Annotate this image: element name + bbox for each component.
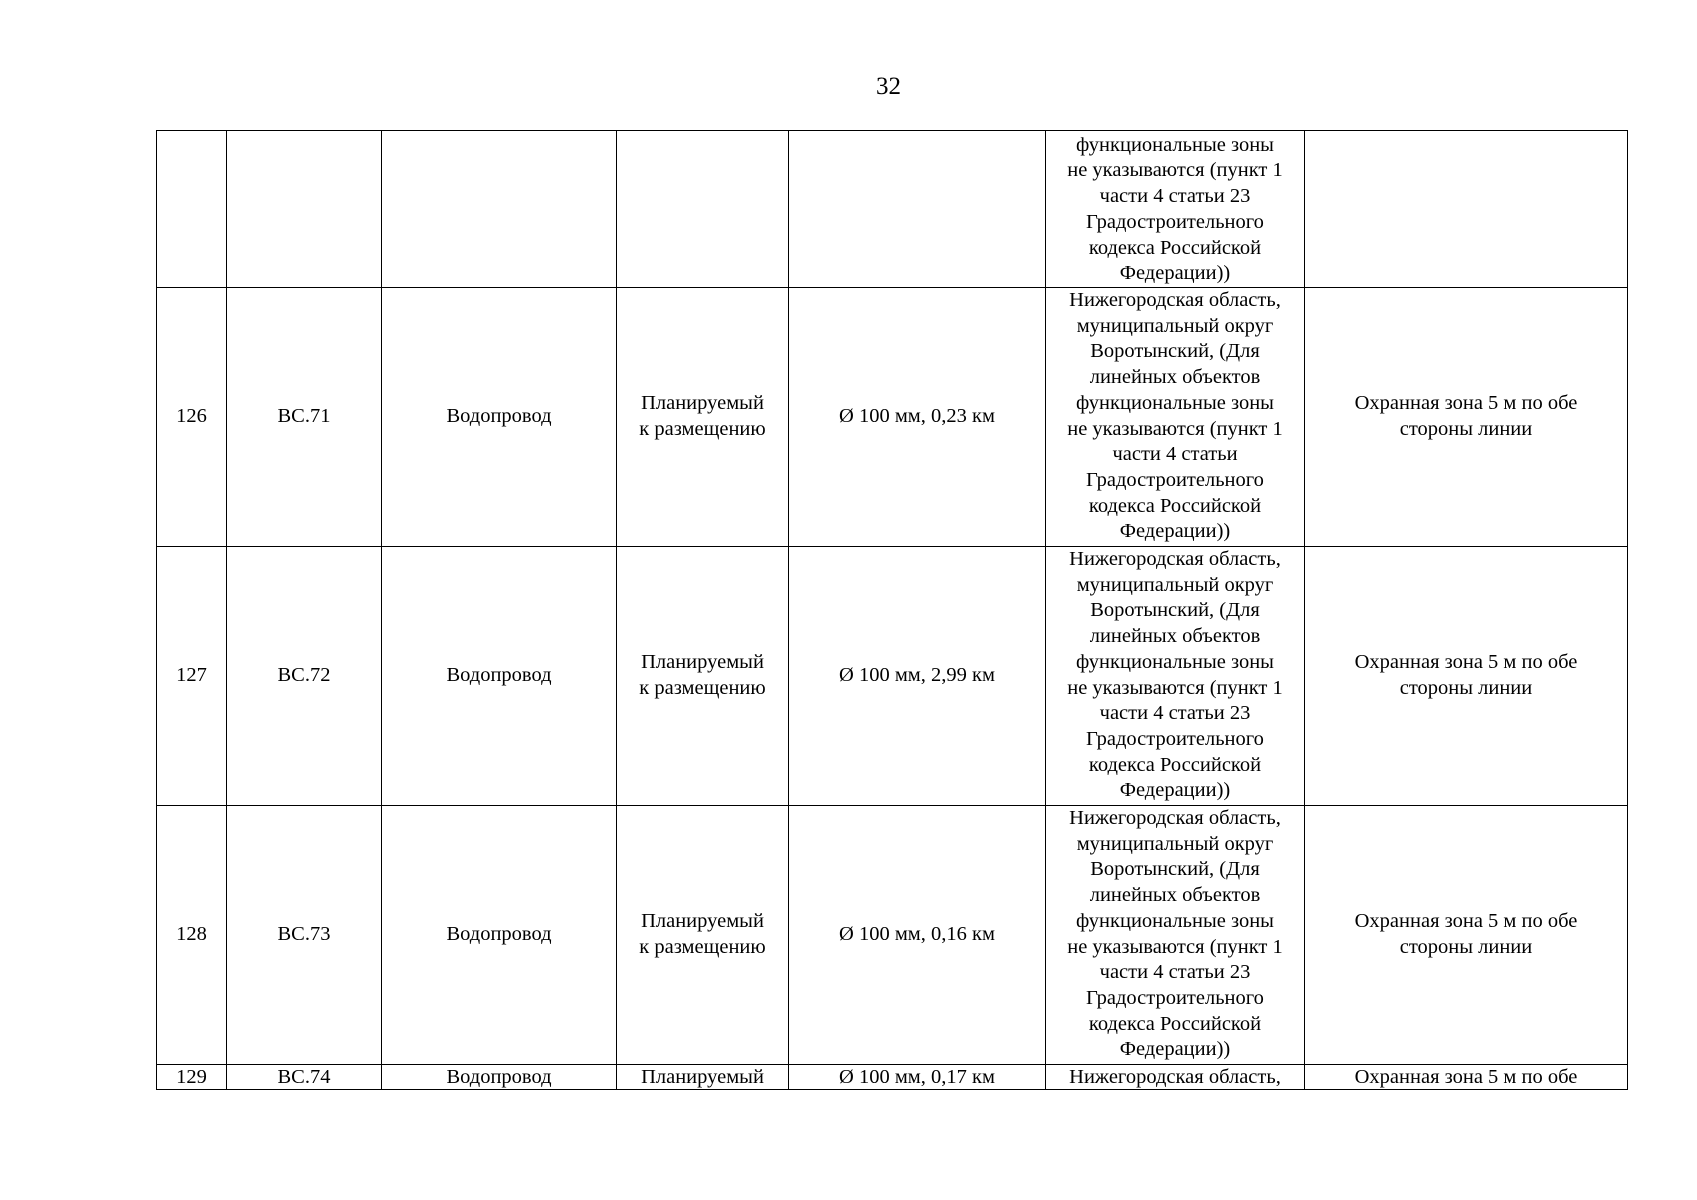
cell-zone xyxy=(1305,547,1628,806)
location-line: Воротынский, (Для xyxy=(1090,340,1260,363)
status-line: к размещению xyxy=(639,677,766,699)
cell-name: Водопровод xyxy=(382,1065,617,1090)
location-line: муниципальный округ xyxy=(1076,573,1274,596)
status-line: Планируемый xyxy=(641,651,764,674)
cell-num: 127 xyxy=(157,547,227,806)
cell-status: Планируемый xyxy=(617,1065,789,1090)
table-row-continued xyxy=(157,131,1628,288)
cell-params: Ø 100 мм, 0,17 км xyxy=(789,1065,1046,1090)
status-line: к размещению xyxy=(639,418,766,440)
location-line: Градостроительного xyxy=(1086,468,1264,491)
cell-location xyxy=(1046,131,1305,288)
location-line: кодекса Российской xyxy=(1088,494,1262,517)
location-line: не указываются (пункт 1 xyxy=(1067,417,1283,440)
cell-zone xyxy=(1305,288,1628,547)
cell-num: 126 xyxy=(157,288,227,547)
cell-params: Ø 100 мм, 0,16 км xyxy=(789,806,1046,1065)
location-line: кодекса Российской xyxy=(1088,753,1262,776)
cell-code: ВС.74 xyxy=(227,1065,382,1090)
objects-table xyxy=(156,130,1628,1090)
location-line: Градостроительного xyxy=(1086,210,1264,233)
location-line: Воротынский, (Для xyxy=(1090,858,1260,881)
status-line: Планируемый xyxy=(641,392,764,415)
location-line: кодекса Российской xyxy=(1088,236,1262,259)
cell-location xyxy=(1046,288,1305,547)
location-line: Градостроительного xyxy=(1086,727,1264,750)
cell-code: ВС.72 xyxy=(227,547,382,806)
location-line: части 4 статьи 23 xyxy=(1099,185,1251,208)
cell-name xyxy=(382,131,617,288)
zone-line: Охранная зона 5 м по обе xyxy=(1354,651,1578,674)
zone-line: стороны линии xyxy=(1399,418,1533,440)
location-line: Федерации)) xyxy=(1119,1038,1231,1061)
cell-name: Водопровод xyxy=(382,288,617,547)
location-line: Федерации)) xyxy=(1119,262,1231,285)
cell-code: ВС.73 xyxy=(227,806,382,1065)
location-line: Федерации)) xyxy=(1119,779,1231,802)
location-line: части 4 статьи 23 xyxy=(1099,961,1251,984)
location-line: Нижегородская область, xyxy=(1069,289,1281,311)
cell-code xyxy=(227,131,382,288)
cell-params xyxy=(789,131,1046,288)
status-line: Планируемый xyxy=(641,910,764,933)
cell-location xyxy=(1046,547,1305,806)
location-line: функциональные зоны xyxy=(1076,391,1274,414)
table-row-cut xyxy=(157,1065,1628,1090)
cell-num xyxy=(157,131,227,288)
zone-line: Охранная зона 5 м по обе xyxy=(1354,392,1578,415)
location-line: Воротынский, (Для xyxy=(1090,599,1260,622)
table-row xyxy=(157,806,1628,1065)
location-line: не указываются (пункт 1 xyxy=(1067,676,1283,699)
zone-line: стороны линии xyxy=(1399,936,1533,958)
zone-line: Охранная зона 5 м по обе xyxy=(1354,910,1578,933)
cell-num: 129 xyxy=(157,1065,227,1090)
location-line: не указываются (пункт 1 xyxy=(1067,159,1283,182)
location-line: части 4 статьи xyxy=(1112,443,1238,466)
table-row xyxy=(157,547,1628,806)
cell-location xyxy=(1046,806,1305,1065)
cell-params: Ø 100 мм, 2,99 км xyxy=(789,547,1046,806)
cell-status xyxy=(617,806,789,1065)
cell-name: Водопровод xyxy=(382,547,617,806)
cell-location: Нижегородская область, xyxy=(1046,1065,1305,1090)
cell-params: Ø 100 мм, 0,23 км xyxy=(789,288,1046,547)
location-line: муниципальный округ xyxy=(1076,832,1274,855)
location-line: части 4 статьи 23 xyxy=(1099,702,1251,725)
location-line: линейных объектов xyxy=(1089,884,1261,907)
location-line: Нижегородская область, xyxy=(1069,807,1281,829)
table-row xyxy=(157,288,1628,547)
location-line: функциональные зоны xyxy=(1076,909,1274,932)
cell-zone xyxy=(1305,131,1628,288)
page-number: 32 xyxy=(876,73,901,100)
location-line: линейных объектов xyxy=(1089,625,1261,648)
location-line: функциональные зоны xyxy=(1076,650,1274,673)
location-line: линейных объектов xyxy=(1089,366,1261,389)
cell-status xyxy=(617,131,789,288)
location-line: Нижегородская область, xyxy=(1069,548,1281,570)
cell-zone: Охранная зона 5 м по обе xyxy=(1305,1065,1628,1090)
cell-code: ВС.71 xyxy=(227,288,382,547)
location-line: Федерации)) xyxy=(1119,520,1231,543)
location-line: муниципальный округ xyxy=(1076,314,1274,337)
location-line: функциональные зоны xyxy=(1076,133,1274,156)
cell-status xyxy=(617,547,789,806)
cell-status xyxy=(617,288,789,547)
cell-name: Водопровод xyxy=(382,806,617,1065)
zone-line: стороны линии xyxy=(1399,677,1533,699)
location-line: Градостроительного xyxy=(1086,986,1264,1009)
location-line: кодекса Российской xyxy=(1088,1012,1262,1035)
cell-zone xyxy=(1305,806,1628,1065)
cell-num: 128 xyxy=(157,806,227,1065)
location-line: не указываются (пункт 1 xyxy=(1067,935,1283,958)
status-line: к размещению xyxy=(639,936,766,958)
